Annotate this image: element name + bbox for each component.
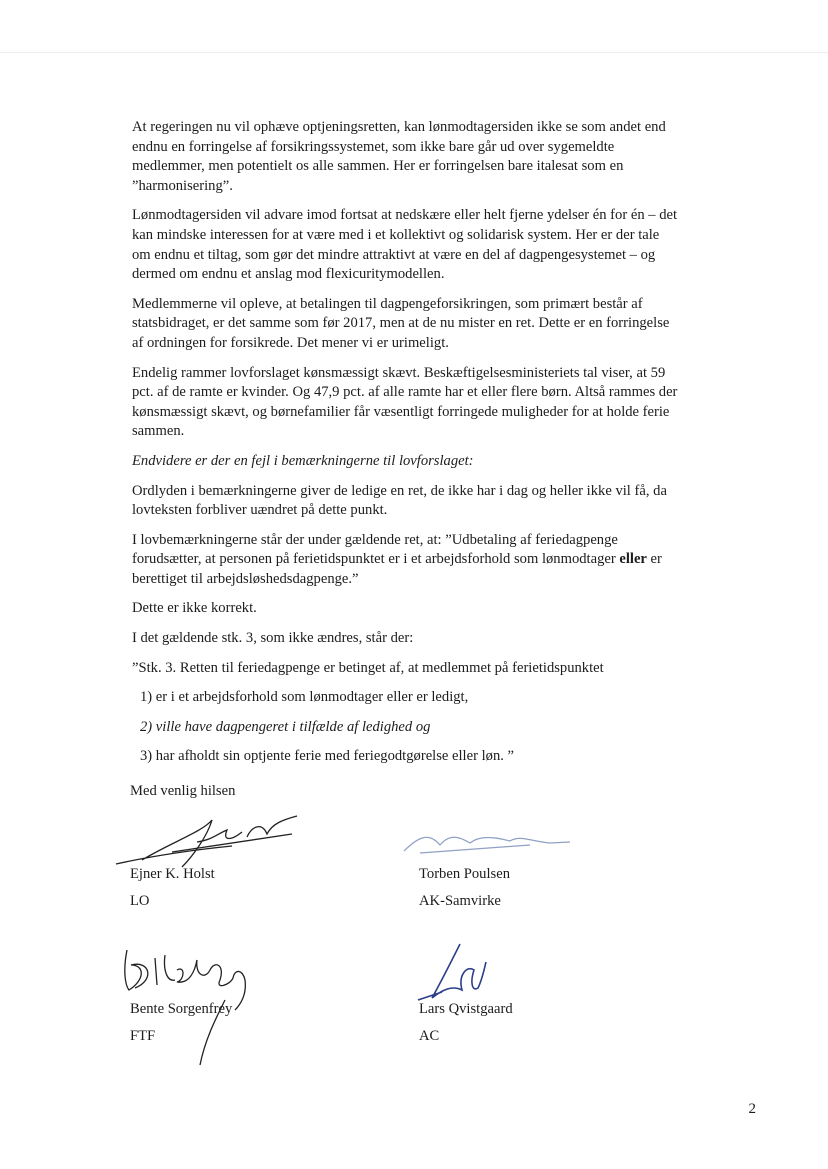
paragraph: At regeringen nu vil ophæve optjeningsretten, kan lønmodtagersiden ikke se som andet end endnu en forringelse af forsikringssystemet, som ikke bare går ud over sygemeldte medlemmer, men potentielt os alle sammen. Her er forringelsen bare italesat som en ”harmonisering”.	[132, 119, 666, 194]
signature-torben-poulsen	[400, 825, 580, 865]
paragraph: Endelig rammer lovforslaget kønsmæssigt skævt. Beskæftigelsesministeriets tal viser, at 59 pct. af de ramte er kvinder. Og 47,9 pct. af alle ramte har et eller flere børn. Altså rammes der kønsmæssigt skævt, og børnefamilier får væsentligt forringede muligheder for at holde ferie sammen.	[132, 364, 678, 440]
signatory-org: AC	[419, 1028, 440, 1044]
letter-body	[132, 118, 680, 777]
paragraph: I det gældende stk. 3, som ikke ændres, står der:	[132, 630, 414, 647]
signatory-name: Ejner K. Holst	[130, 866, 215, 882]
page-top-edge	[0, 52, 828, 53]
paragraph: Medlemmerne vil opleve, at betalingen til dagpengeforsikringen, som primært består af statsbidraget, er det samme som før 2017, men at de nu mister en ret. Dette er en forringelse af ordningen for forsikrede. Det mener vi er urimeligt.	[132, 295, 670, 351]
signatory-org: LO	[130, 893, 150, 909]
quote-intro: ”Stk. 3. Retten til feriedagpenge er betinget af, at medlemmet på ferietidspunktet	[132, 659, 604, 676]
signatory-name: Bente Sorgenfrey	[130, 1001, 233, 1017]
list-item: 2) ville have dagpengeret i tilfælde af ledighed og	[140, 718, 431, 735]
list-item: 3) har afholdt sin optjente ferie med feriegodtgørelse eller løn. ”	[140, 748, 515, 765]
closing-salutation: Med venlig hilsen	[130, 783, 236, 799]
text-run: er berettiget til arbejdsløshedsdagpenge.”	[132, 551, 662, 587]
paragraph	[132, 531, 680, 590]
bold-word: eller	[619, 551, 647, 568]
list-item: 1) er i et arbejdsforhold som lønmodtager eller er ledigt,	[140, 689, 469, 706]
signature-ejner-holst	[112, 812, 312, 872]
signatory-name: Torben Poulsen	[419, 866, 510, 882]
section-heading: Endvidere er der en fejl i bemærkningerne til lovforslaget:	[132, 452, 474, 469]
paragraph: Dette er ikke korrekt.	[132, 600, 257, 617]
paragraph: Lønmodtagersiden vil advare imod fortsat at nedskære eller helt fjerne ydelser én for én – det kan mindske interessen for at være med i et kollektivt og solidarisk system. Her er der tale om endnu et tiltag, som gør det mindre attraktivt at være en del af dagpengesystemet – og dermed om endnu et anslag mod flexicuritymodellen.	[132, 207, 678, 283]
page-number: 2	[748, 1101, 756, 1117]
paragraph: Ordlyden i bemærkningerne giver de ledige en ret, de ikke har i dag og heller ikke vil få, da lovteksten forbliver uændret på dette punkt.	[132, 482, 667, 519]
signatory-org: FTF	[130, 1028, 156, 1044]
signatory-name: Lars Qvistgaard	[419, 1001, 513, 1017]
signatory-org: AK-Samvirke	[419, 893, 501, 909]
text-run: I lovbemærkningerne står der under gældende ret, at: ”Udbetaling af feriedagpenge forudsætter, at personen på ferietidspunktet er i et arbejdsforhold som lønmodtager	[132, 531, 620, 568]
signature-lars-qvistgaard	[412, 940, 502, 1010]
